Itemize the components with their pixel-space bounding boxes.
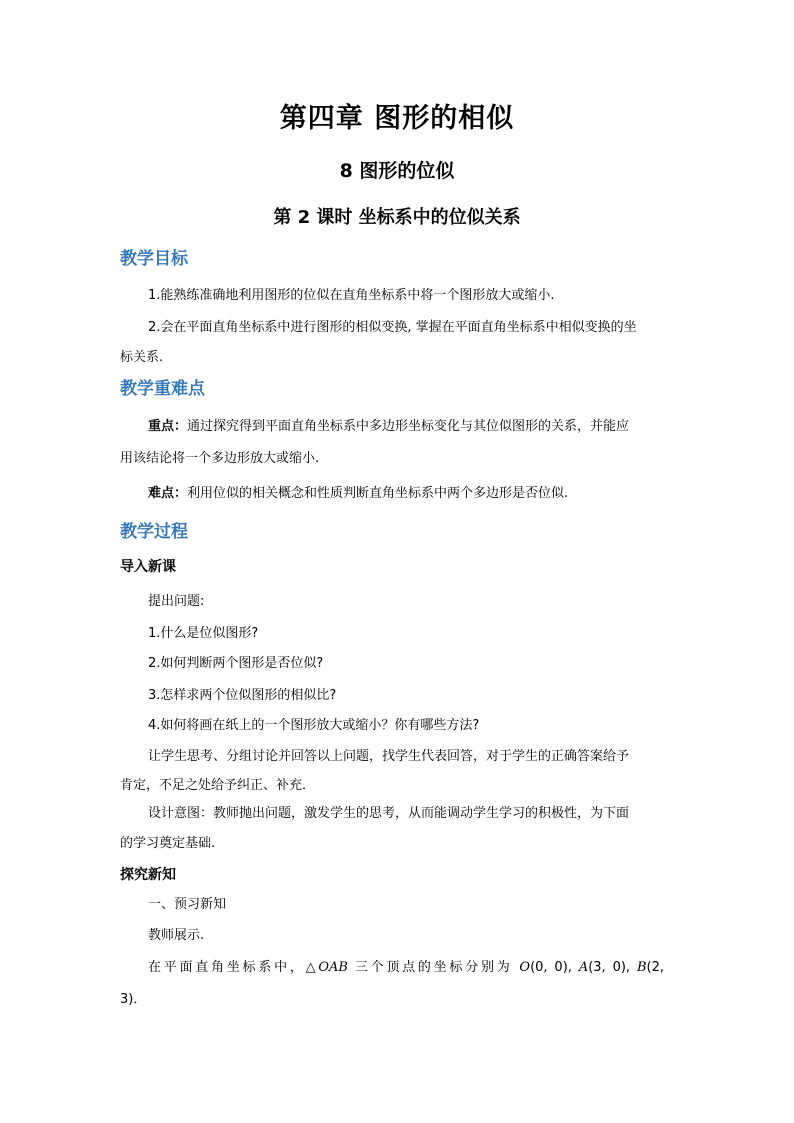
- point-o-coord: (0, 0),: [530, 960, 572, 975]
- ask-text: 提出问题:: [148, 594, 205, 609]
- point-b-label: B: [636, 960, 647, 975]
- objectives-heading: 教学目标: [120, 249, 188, 269]
- teacher-show-text: 教师展示.: [148, 928, 205, 943]
- discuss-line-1: 让学生思考、分组讨论并回答以上问题，找学生代表回答，对于学生的正确答案给予: [148, 749, 630, 764]
- section-title: 8 图形的位似: [339, 160, 455, 182]
- difficulty-label: 难点：: [148, 486, 188, 501]
- focus-line-1: [148, 419, 629, 435]
- key-points-heading: 教学重难点: [120, 379, 205, 399]
- objective-item-1: 1.能熟练准确地利用图形的位似在直角坐标系中将一个图形放大或缩小.: [148, 288, 555, 303]
- chapter-title: 第四章 图形的相似: [279, 103, 515, 134]
- process-heading: 教学过程: [120, 522, 188, 542]
- point-o-label: O: [519, 960, 531, 975]
- point-b-coord: (2,: [646, 960, 664, 975]
- focus-label: 重点：: [148, 419, 188, 434]
- design-line-1: 设计意图：教师抛出问题，激发学生的思考，从而能调动学生学习的积极性，为下面: [148, 806, 630, 821]
- preview-heading: 一、预习新知: [148, 897, 227, 912]
- triangle-line-1: [148, 960, 664, 976]
- point-a-label: A: [578, 960, 589, 975]
- triangle-prefix: 在平面直角坐标系中，△: [148, 960, 319, 975]
- triangle-mid: 三个顶点的坐标分别为: [354, 960, 513, 975]
- objective-item-2-line-1: 2.会在平面直角坐标系中进行图形的相似变换, 掌握在平面直角坐标系中相似变换的坐: [148, 320, 637, 335]
- triangle-line-2: 3)．: [120, 992, 147, 1007]
- point-a-coord: (3, 0),: [588, 960, 631, 975]
- question-2: 2.如何判断两个图形是否位似?: [148, 656, 324, 671]
- focus-line-2: 用该结论将一个多边形放大或缩小.: [120, 451, 320, 466]
- triangle-name: OAB: [318, 960, 348, 975]
- lesson-title: 第 2 课时 坐标系中的位似关系: [273, 207, 521, 228]
- difficulty-text: 利用位似的相关概念和性质判断直角坐标系中两个多边形是否位似.: [187, 486, 569, 501]
- intro-title: 导入新课: [120, 559, 176, 575]
- difficulty-line: [148, 486, 568, 502]
- question-1: 1.什么是位似图形?: [148, 626, 259, 641]
- design-line-2: 的学习奠定基础.: [120, 836, 216, 851]
- discuss-line-2: 肯定，不足之处给予纠正、补充．: [120, 778, 316, 793]
- question-3: 3.怎样求两个位似图形的相似比?: [148, 688, 337, 703]
- objective-item-2-line-2: 标关系.: [120, 350, 164, 365]
- explore-title: 探究新知: [120, 867, 176, 883]
- question-4: 4.如何将画在纸上的一个图形放大或缩小？你有哪些方法?: [148, 718, 480, 733]
- focus-text: 通过探究得到平面直角坐标系中多边形坐标变化与其位似图形的关系，并能应: [187, 419, 630, 434]
